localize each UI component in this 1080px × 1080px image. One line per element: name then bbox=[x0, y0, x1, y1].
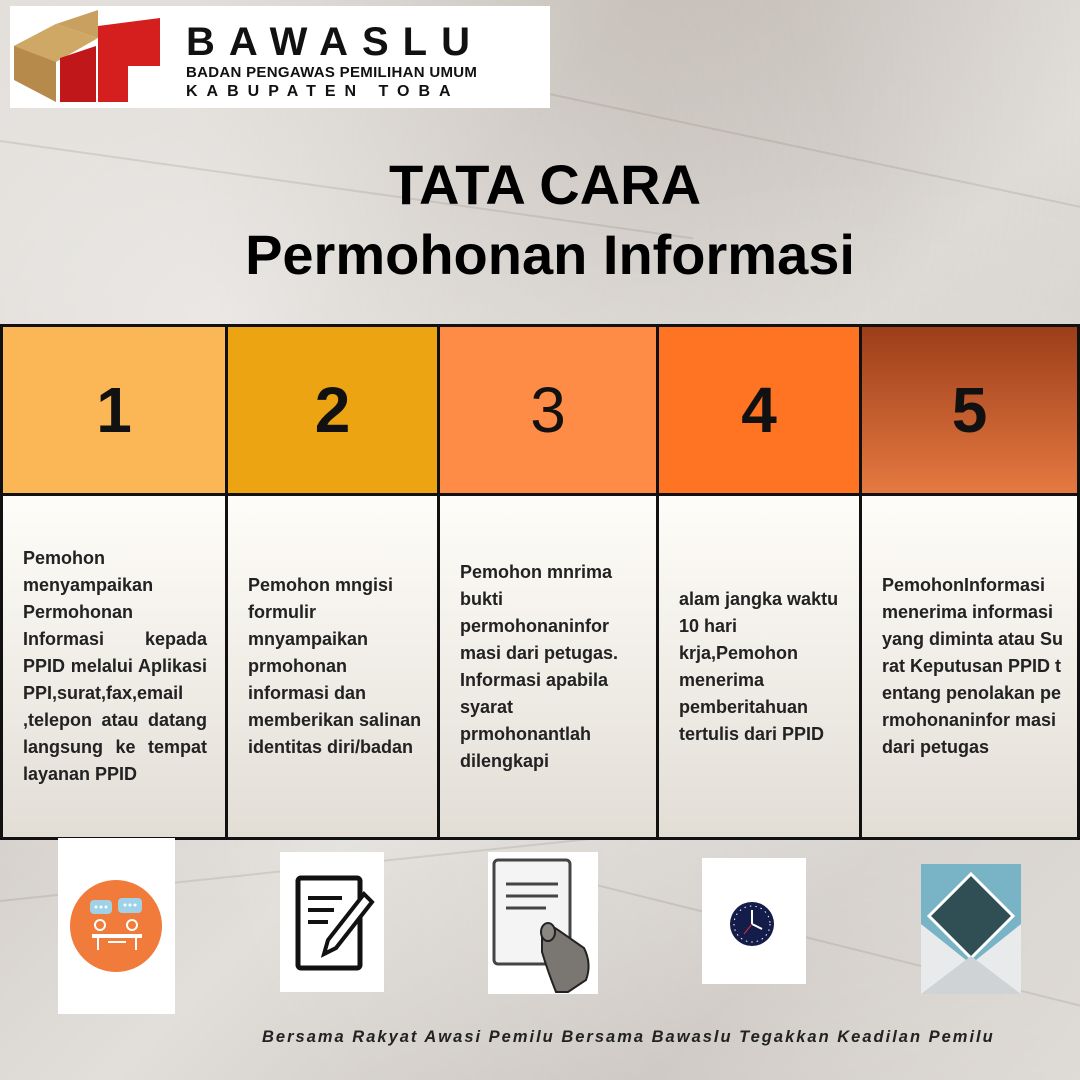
bawaslu-logo bbox=[10, 6, 550, 108]
step-text: PemohonInformasi menerima informasi yang diminta atau Surat Keputusan PPID tentang penolakan permohonaninfor masi dari petugas bbox=[882, 575, 1064, 757]
document-hand-icon bbox=[488, 852, 598, 994]
envelope-icon bbox=[921, 864, 1021, 994]
step-body bbox=[440, 496, 656, 837]
step-text: alam jangka waktu 10 hari krja,Pemohon menerima pemberitahuan tertulis dari PPID bbox=[679, 588, 839, 744]
step-body bbox=[862, 496, 1077, 837]
step-column bbox=[862, 327, 1077, 837]
step-body bbox=[228, 496, 437, 837]
logo-region: KABUPATEN TOBA bbox=[186, 83, 460, 100]
step-body bbox=[659, 496, 859, 837]
icon-card bbox=[488, 852, 598, 994]
step-text: Pemohon mnrima bukti permohonaninfor masi dari petugas. Informasi apabila syarat prmohonantlah dilengkapi bbox=[460, 561, 619, 771]
step-number: 5 bbox=[862, 327, 1077, 496]
icon-card bbox=[702, 858, 806, 984]
icon-card bbox=[921, 864, 1021, 994]
icon-card bbox=[58, 838, 175, 1014]
icon-card bbox=[280, 852, 384, 992]
meeting-icon bbox=[58, 838, 175, 1014]
step-number: 3 bbox=[440, 327, 656, 496]
step-column bbox=[440, 327, 659, 837]
form-pencil-icon bbox=[280, 852, 384, 992]
logo-name: BAWASLU bbox=[186, 20, 484, 64]
step-number: 2 bbox=[228, 327, 437, 496]
step-text: Pemohon menyampaikan Permohonan Informasi kepada PPID melalui Aplikasi PPI,surat,fax,email ,telepon atau datang langsung ke tempat layanan PPID bbox=[23, 548, 207, 784]
clock-icon bbox=[702, 858, 806, 984]
step-number: 1 bbox=[3, 327, 225, 496]
step-body bbox=[3, 496, 225, 837]
step-text: Pemohon mngisi formulir mnyampaikan prmohonan informasi dan memberikan salinan identitas diri/badan bbox=[248, 575, 422, 757]
page-subtitle: Permohonan Informasi bbox=[245, 223, 855, 286]
steps-table bbox=[0, 324, 1080, 840]
page-title: TATA CARA bbox=[388, 153, 702, 216]
step-column bbox=[3, 327, 228, 837]
logo-subtitle: BADAN PENGAWAS PEMILIHAN UMUM bbox=[186, 64, 478, 81]
footer-tagline: Bersama Rakyat Awasi Pemilu Bersama Bawaslu Tegakkan Keadilan Pemilu bbox=[262, 1028, 995, 1046]
step-column bbox=[228, 327, 440, 837]
step-number: 4 bbox=[659, 327, 859, 496]
step-column bbox=[659, 327, 862, 837]
bawaslu-emblem-icon bbox=[10, 6, 180, 108]
